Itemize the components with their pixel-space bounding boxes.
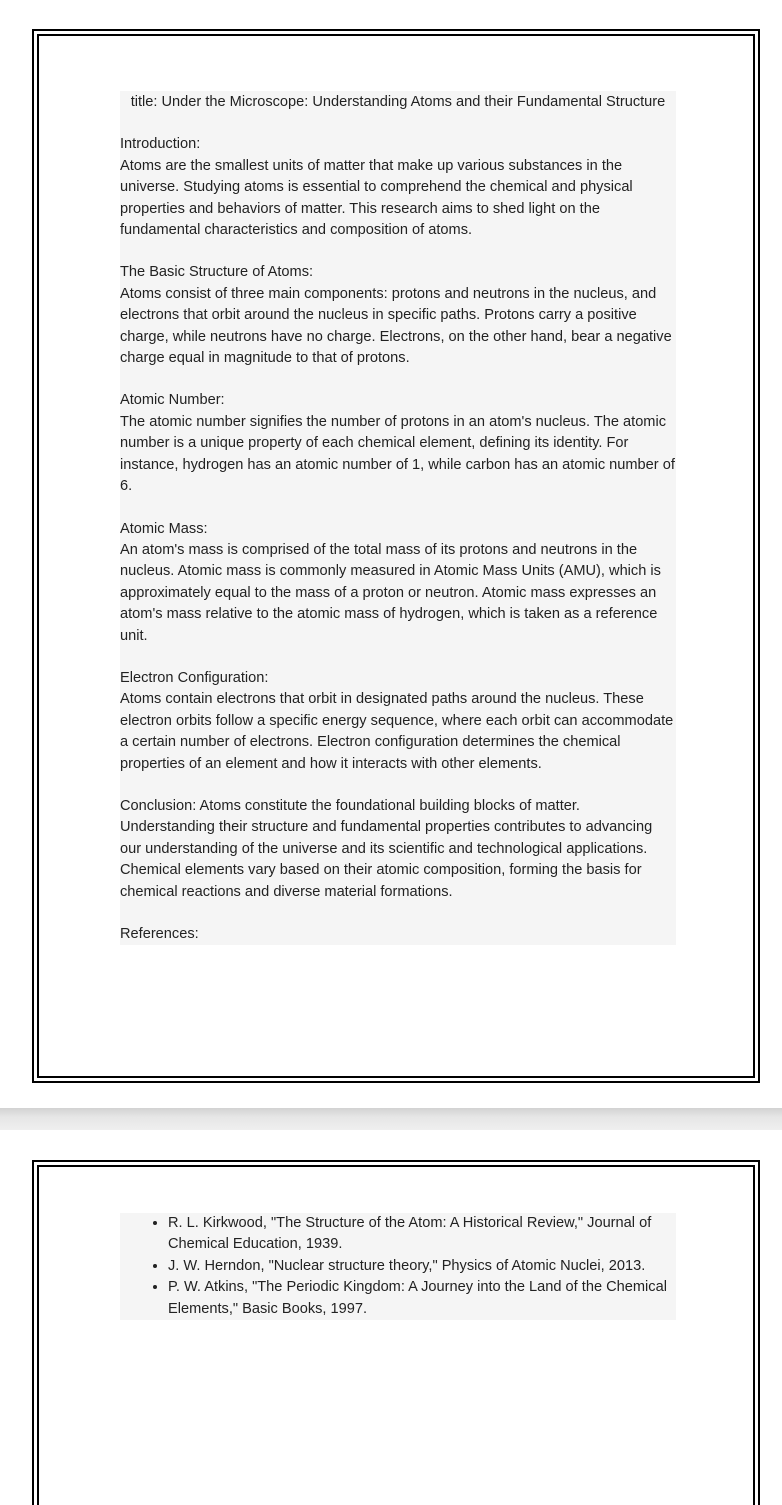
section-body: Atoms are the smallest units of matter that make up various substances in the universe. Studying atoms is essential to comprehend the chemical and physical properties and behaviors of matter. This research aims to shed light on the fundamental characteristics and composition of atoms. [120,157,633,239]
references-list [120,1213,676,1320]
section-heading: The Basic Structure of Atoms: [120,264,314,281]
section-heading: Atomic Number: [120,392,225,409]
reference-item: • P. W. Atkins, "The Periodic Kingdom: A Journey into the Land of the Chemical Elements," Basic Books, 1997. [168,1277,676,1320]
page-1-content [120,91,676,945]
section-body: Atoms contain electrons that orbit in designated paths around the nucleus. These electron orbits follow a specific energy sequence, where each orbit can accommodate a certain number of electrons. Electron configuration determines the chemical properties of an element and how it interacts with other elements. [120,691,674,772]
page-2-content [120,1213,676,1320]
section-basic-structure [120,262,676,369]
page-separator [0,1108,782,1130]
section-heading: Introduction: [120,136,201,153]
section-atomic-mass [120,519,676,647]
section-body: Atoms consist of three main components: protons and neutrons in the nucleus, and electrons that orbit around the nucleus in specific paths. Protons carry a positive charge, while neutrons have no charge. Electrons, on the other hand, bear a negative charge equal in magnitude to that of protons. [120,285,672,367]
section-atomic-number [120,390,676,497]
reference-item: • R. L. Kirkwood, "The Structure of the Atom: A Historical Review," Journal of Chemical Education, 1939. [168,1213,676,1256]
references-heading: References: [120,926,199,942]
section-conclusion: Conclusion: Atoms constitute the foundational building blocks of matter. Understanding their structure and fundamental properties contributes to advancing our understanding of the universe and its scientific and technological applications. Chemical elements vary based on their atomic composition, forming the basis for chemical reactions and diverse material formations. [120,797,653,900]
section-heading: Electron Configuration: [120,669,269,686]
section-body: The atomic number signifies the number of protons in an atom's nucleus. The atomic number is a unique property of each chemical element, defining its identity. For instance, hydrogen has an atomic number of 1, while carbon has an atomic number of 6. [120,413,675,495]
section-body: An atom's mass is comprised of the total mass of its protons and neutrons in the nucleus. Atomic mass is commonly measured in Atomic Mass Units (AMU), which is approximately equal to the mass of a proton or neutron. Atomic mass expresses an atom's mass relative to the atomic mass of hydrogen, which is taken as a reference unit. [120,541,661,644]
document-title: title: Under the Microscope: Understanding Atoms and their Fundamental Structure [130,94,666,110]
page-1 [32,29,760,1083]
section-electron-configuration [120,668,676,775]
reference-item: • J. W. Herndon, "Nuclear structure theory," Physics of Atomic Nuclei, 2013. [168,1256,676,1277]
page-2 [32,1160,760,1505]
section-introduction [120,134,676,241]
section-heading: Atomic Mass: [120,520,208,537]
